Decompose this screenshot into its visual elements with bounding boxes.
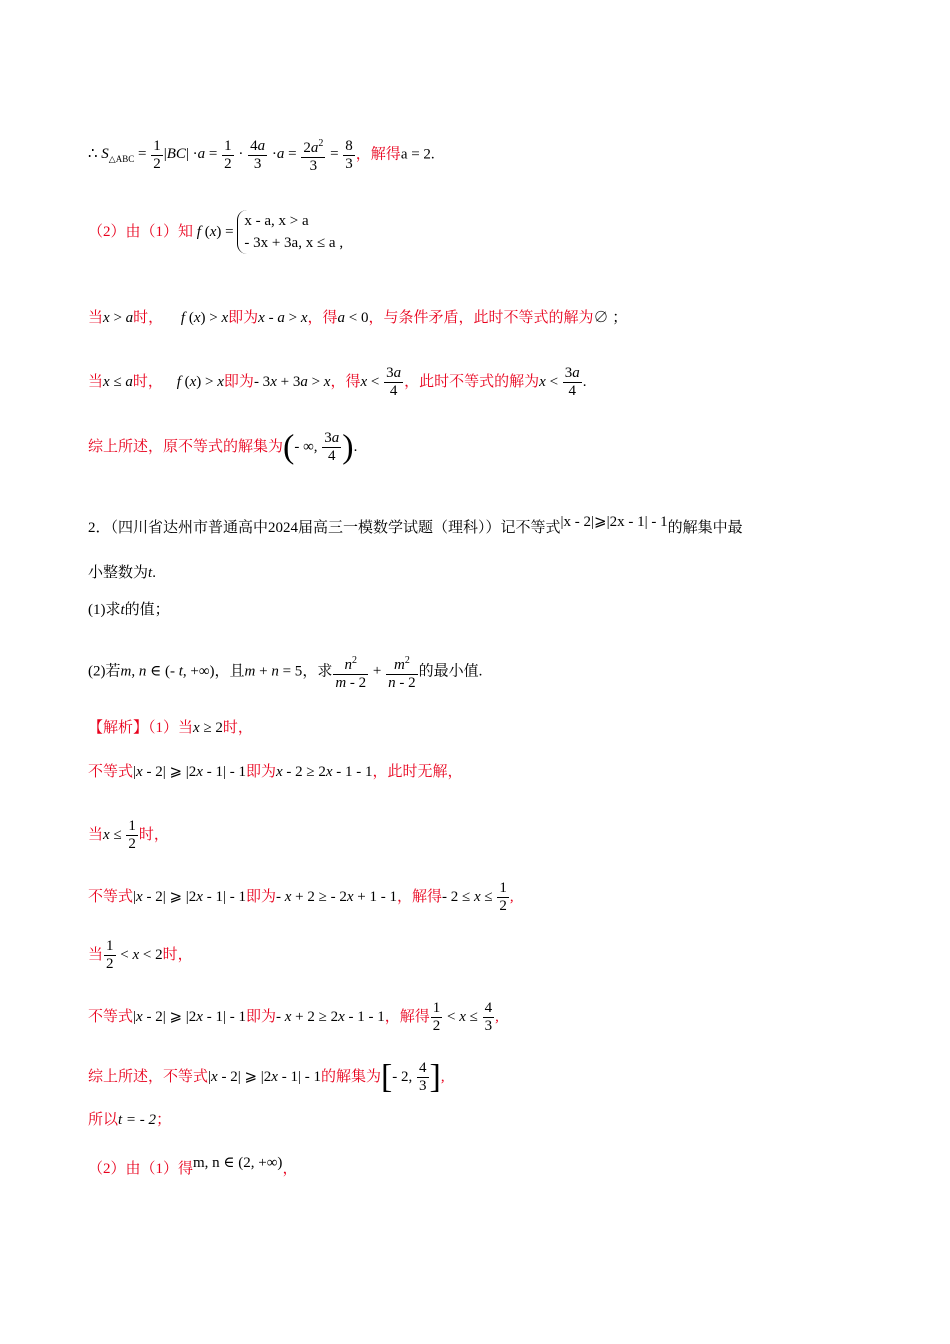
piecewise-line: （2）由（1）知 f (x) = x - a, x > a - 3x + 3a, x ≤ a ,	[88, 210, 343, 254]
conclusion-line: 综上所述，原不等式的解集为(- ∞, $\frac{3a}{4}$ ).	[88, 428, 358, 466]
text-de: ，得	[307, 310, 338, 326]
text-shi: 时，	[162, 946, 193, 963]
text-contradiction: ，与条件矛盾，此时不等式的解为	[368, 310, 594, 326]
case-x-leq-a: 当x ≤ a时， f (x) > x即为- 3x + 3a > x，得x < $\frac{3a}{4}$ ，此时不等式的解为x < $\frac{3a}{4}$ .	[88, 365, 587, 399]
text-jiwei: 即为	[228, 310, 259, 326]
min-value-text: 的最小值.	[418, 663, 483, 680]
text-shi: 时，	[138, 826, 169, 843]
question-2-line	[88, 512, 743, 538]
question-2-head: 2．（四川省达州市普通高中2024届高三一模数学试题（理科））记不等式	[88, 520, 561, 536]
from-part1-text: （2）由（1）知	[88, 224, 194, 240]
solution-step-5: 不等式|x - 2| ⩾ |2x - 1| - 1即为- x + 2 ≥ 2x - 1 - 1，解得 $\frac{1}{2}$ < x ≤ $\frac{4}{3}$ ,	[88, 1000, 499, 1034]
solution-step-7	[88, 1110, 171, 1130]
text-shi: 时，	[222, 720, 253, 736]
text-jiede: ，解得	[384, 1008, 430, 1025]
solution-set-text: 的解集为	[320, 1068, 381, 1085]
comma: ，	[282, 1161, 298, 1177]
question-2-line2: 小整数为t.	[88, 565, 156, 581]
part-1-end: 的值；	[124, 602, 170, 618]
empty-set: ∅ ；	[593, 310, 628, 326]
part-1-text: (1)求	[88, 602, 121, 618]
text-inequality: 不等式	[88, 888, 134, 905]
piece-2: - 3x + 3a, x ≤ a ,	[244, 235, 344, 251]
piece-1: x - a, x > a	[244, 213, 309, 229]
piecewise-function	[237, 210, 343, 254]
part-2-solution-text: （2）由（1）得	[88, 1161, 194, 1177]
solution-step-3: 不等式|x - 2| ⩾ |2x - 1| - 1即为- x + 2 ≥ - 2x + 1 - 1，解得- 2 ≤ x ≤ $\frac{1}{2}$ ,	[88, 880, 514, 914]
text-dang: 当	[88, 373, 104, 390]
text-shi: 时，	[132, 373, 163, 390]
text-solution: ，此时不等式的解为	[404, 373, 540, 390]
solution-part-2	[88, 1153, 297, 1179]
question-2-tail: 的解集中最	[667, 520, 743, 536]
solution-step-2: 当x ≤ $\frac{1}{2}$ 时，	[88, 818, 169, 852]
text-inequality: 不等式	[88, 764, 134, 780]
text-dang: 当	[88, 946, 104, 963]
summary-text: 综上所述，不等式	[88, 1068, 209, 1085]
find-text: ，求	[302, 663, 333, 680]
solution-step-6: 综上所述，不等式|x - 2| ⩾ |2x - 1| - 1的解集为[- 2, $\frac{4}{3}$ ],	[88, 1058, 445, 1096]
part-2-question: (2)若m, n ∈ (- t, +∞)，且m + n = 5，求 $\frac{n^2}{m - 2}$ + $\frac{m^2}{n - 2}$ 的最小值.	[88, 652, 482, 692]
semicolon: ；	[156, 1112, 172, 1128]
text-jiede: ，解得	[396, 888, 442, 905]
area-computation-line: ∴ $S_{\triangle ABC}$ = $\frac{1}{2}$ |BC| ·a = $\frac{1}{2}$ · $\frac{4a}{3}$ ·a = $\frac{2a^2}{3}$ = $\frac{8}{3}$ ，解得a = 2.	[88, 135, 435, 175]
text-jiwei: 即为	[245, 764, 276, 780]
text-inequality: 不等式	[88, 1008, 134, 1025]
part-1-question: (1)求t的值；	[88, 602, 170, 618]
text-dang: 当	[88, 310, 104, 326]
therefore-text: 所以	[88, 1112, 119, 1128]
text-jiwei: 即为	[245, 888, 276, 905]
text-jiwei: 即为	[223, 373, 254, 390]
min-integer-text: 小整数为	[88, 565, 149, 581]
and-text: ，且	[214, 663, 245, 680]
period: .	[152, 565, 156, 581]
t-value: t = - 2	[118, 1112, 157, 1128]
solve-text: ，解得	[355, 146, 401, 163]
inequality-expr: |x - 2|⩾|2x - 1| - 1	[560, 514, 668, 530]
text-jiwei: 即为	[245, 1008, 276, 1025]
text-dang: 当	[88, 826, 104, 843]
no-solution-text: ，此时无解，	[372, 764, 463, 780]
part-2-text: (2)若	[88, 663, 121, 680]
solution-label: 【解析】（1）当	[88, 720, 194, 736]
text-de: ，得	[330, 373, 361, 390]
text-shi: 时，	[133, 310, 164, 326]
a-result: a = 2.	[400, 146, 435, 163]
solution-step-4: 当 $\frac{1}{2}$ < x < 2时，	[88, 938, 193, 972]
domain-expr: m, n ∈ (2, +∞)	[193, 1155, 283, 1171]
conclusion-text: 综上所述，原不等式的解集为	[88, 438, 284, 455]
solution-step-1: 不等式|x - 2| ⩾ |2x - 1| - 1即为x - 2 ≥ 2x - 1 - 1，此时无解，	[88, 764, 463, 780]
solution-head: 【解析】（1）当x ≥ 2时，	[88, 720, 253, 736]
case-x-greater-a: 当x > a时， f (x) > x即为x - a > x，得a < 0，与条件矛盾，此时不等式的解为∅ ；	[88, 310, 628, 326]
